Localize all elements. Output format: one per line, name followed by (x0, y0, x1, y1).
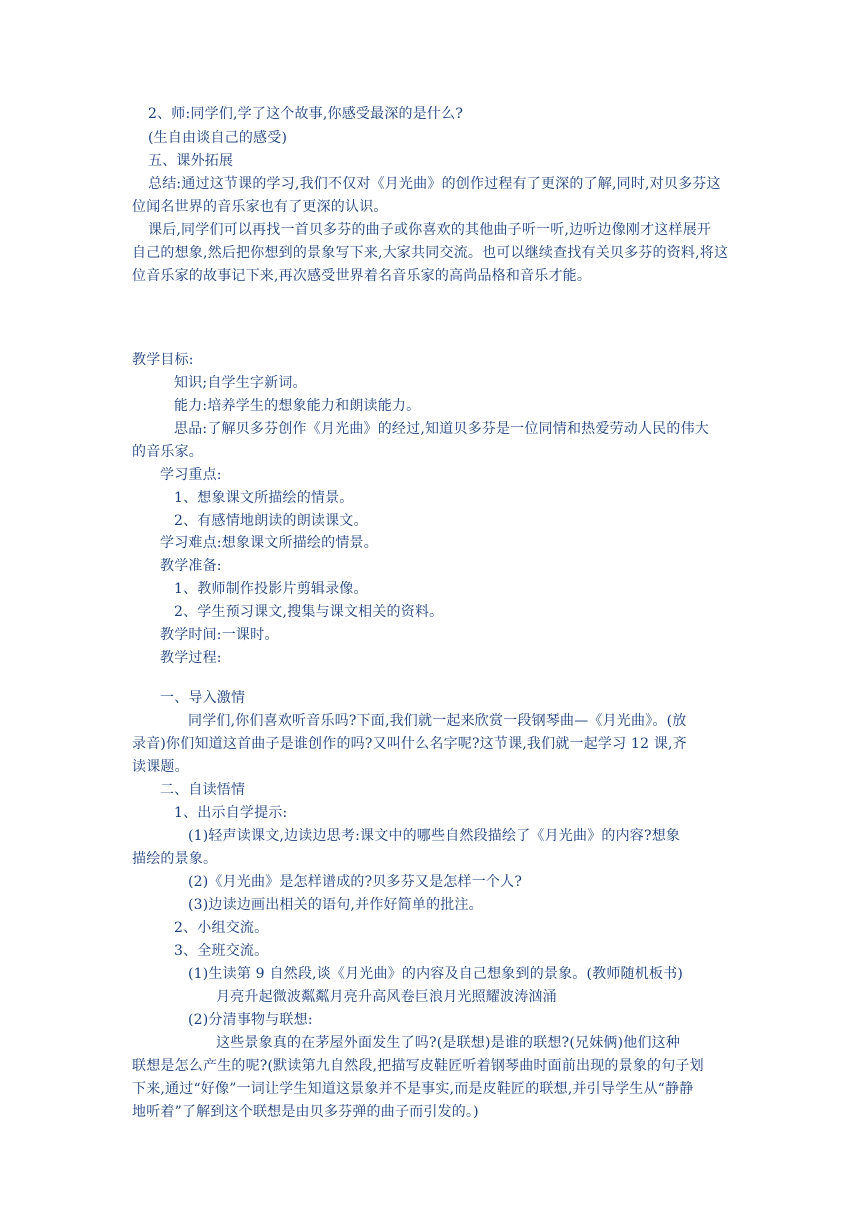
focus-item-1: 1、想象课文所描绘的情景。 (174, 490, 354, 506)
intro-line-1: 同学们,你们喜欢听音乐吗?下面,我们就一起来欣赏一段钢琴曲—《月光曲》。(放 (188, 713, 687, 729)
discussion-line-4: 地听着”了解到这个联想是由贝多芬弹的曲子而引发的。) (132, 1104, 479, 1120)
heading-intro: 一、导入激情 (160, 690, 246, 706)
heading-extension: 五、课外拓展 (148, 153, 234, 169)
intro-line-3: 读课题。 (132, 759, 189, 775)
prompt-2: (2)《月光曲》是怎样谱成的?贝多芬又是怎样一个人? (188, 874, 523, 890)
prep-title: 教学准备: (160, 558, 222, 574)
step-2: 2、小组交流。 (174, 920, 269, 936)
student-note: (生自由谈自己的感受) (148, 130, 288, 146)
prep-item-1: 1、教师制作投影片剪辑录像。 (174, 581, 368, 597)
goal-thought-line-2: 的音乐家。 (132, 444, 203, 460)
summary-line-2: 位闻名世界的音乐家也有了更深的认识。 (132, 199, 388, 215)
prep-item-2: 2、学生预习课文,搜集与课文相关的资料。 (174, 604, 444, 620)
discussion-line-3: 下来,通过“好像”一词让学生知道这景象并不是事实,而是皮鞋匠的联想,并引导学生从“静静 (132, 1081, 694, 1097)
intro-line-2: 录音)你们知道这首曲子是谁创作的吗?又叫什么名字呢?这节课,我们就一起学习 12 课,齐 (132, 736, 687, 752)
goal-knowledge: 知识;自学生字新词。 (174, 375, 307, 391)
prompt-1-line-2: 描绘的景象。 (132, 851, 218, 867)
difficulty: 学习难点:想象课文所描绘的情景。 (160, 535, 378, 551)
class-exchange-2: (2)分清事物与联想: (188, 1012, 313, 1028)
prompt-1-line-1: (1)轻声读课文,边读边思考:课文中的哪些自然段描绘了《月光曲》的内容?想象 (188, 828, 681, 844)
focus-title: 学习重点: (160, 467, 222, 483)
after-class-line-2: 自己的想象,然后把你想到的景象写下来,大家共同交流。也可以继续查找有关贝多芬的资料,将这 (132, 245, 729, 261)
step-1: 1、出示自学提示: (174, 805, 288, 821)
question-2: 2、师:同学们,学了这个故事,你感受最深的是什么? (148, 106, 464, 122)
teaching-time: 教学时间:一课时。 (160, 627, 279, 643)
goal-thought-line-1: 思品:了解贝多芬创作《月光曲》的经过,知道贝多芬是一位同情和热爱劳动人民的伟大 (174, 421, 709, 437)
discussion-line-1: 这些景象真的在茅屋外面发生了吗?(是联想)是谁的联想?(兄妹俩)他们这种 (216, 1035, 681, 1051)
class-exchange-1: (1)生读第 9 自然段,谈《月光曲》的内容及自己想象到的景象。(教师随机板书) (188, 966, 684, 982)
board-notes: 月亮升起微波粼粼月亮升高风卷巨浪月光照耀波涛汹涌 (216, 989, 557, 1005)
teaching-process: 教学过程: (160, 650, 222, 666)
step-3: 3、全班交流。 (174, 943, 269, 959)
discussion-line-2: 联想是怎么产生的呢?(默读第九自然段,把描写皮鞋匠听着钢琴曲时面前出现的景象的句子划 (132, 1058, 704, 1074)
goals-title: 教学目标: (132, 352, 194, 368)
focus-item-2: 2、有感情地朗读的朗读课文。 (174, 513, 368, 529)
after-class-line-3: 位音乐家的故事记下来,再次感受世界着名音乐家的高尚品格和音乐才能。 (132, 268, 592, 284)
prompt-3: (3)边读边画出相关的语句,并作好简单的批注。 (188, 897, 483, 913)
summary-line-1: 总结:通过这节课的学习,我们不仅对《月光曲》的创作过程有了更深的了解,同时,对贝多芬这 (148, 176, 721, 192)
after-class-line-1: 课后,同学们可以再找一首贝多芬的曲子或你喜欢的其他曲子听一听,边听边像刚才这样展开 (148, 222, 712, 238)
heading-self-reading: 二、自读悟情 (160, 782, 246, 798)
goal-ability: 能力:培养学生的想象能力和朗读能力。 (174, 398, 421, 414)
